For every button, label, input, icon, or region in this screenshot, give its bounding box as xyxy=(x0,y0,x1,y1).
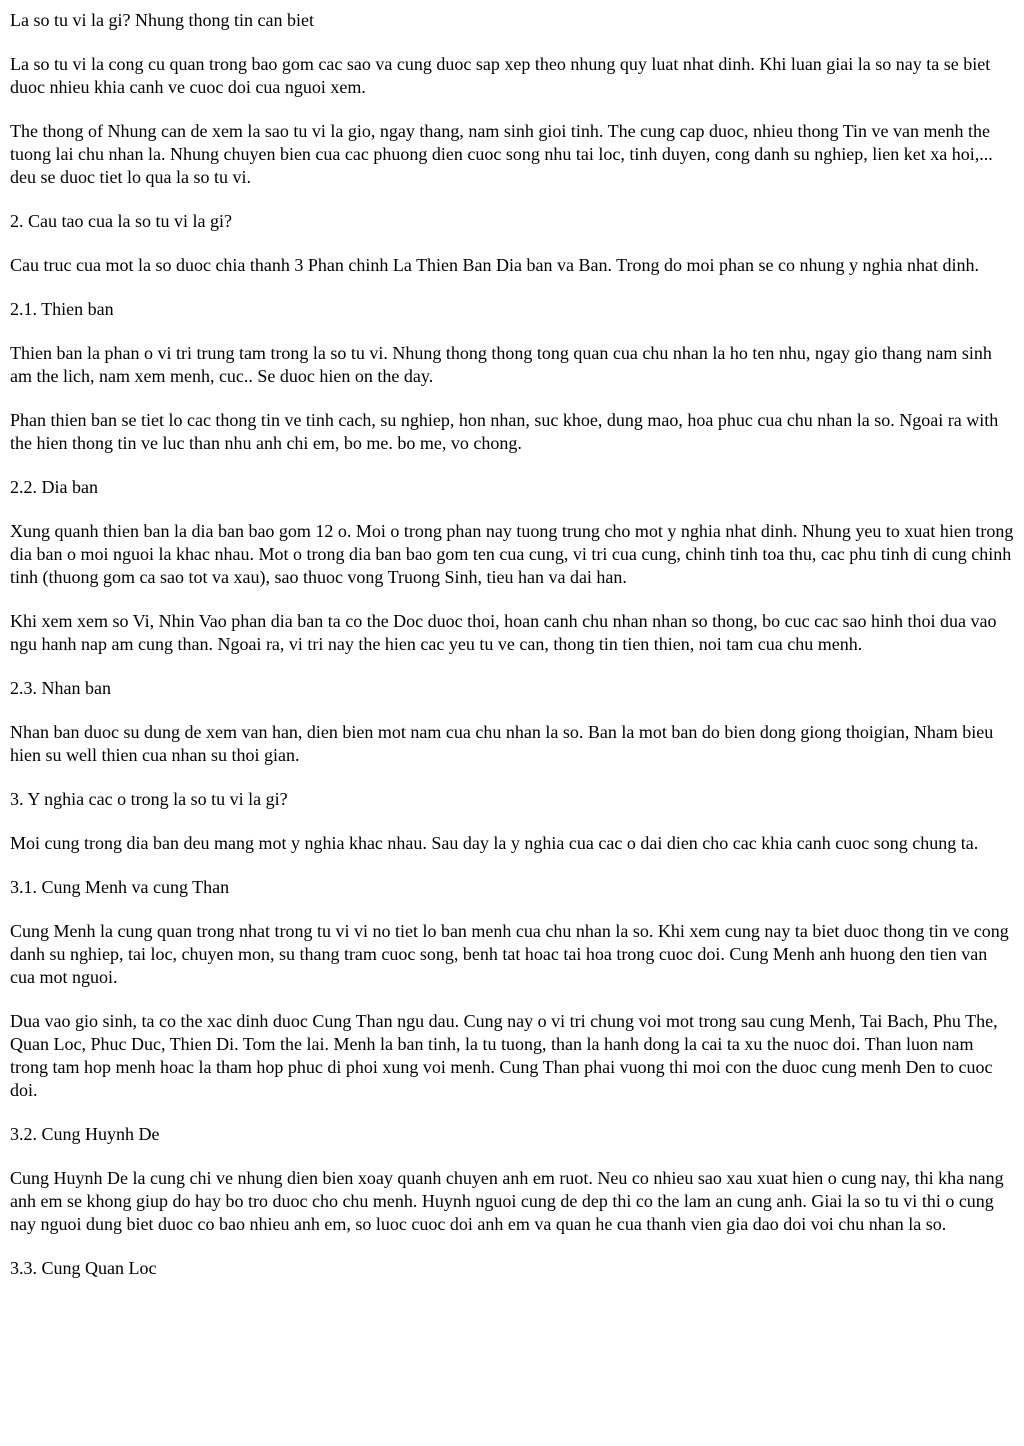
body-paragraph: Xung quanh thien ban la dia ban bao gom 12 o. Moi o trong phan nay tuong trung cho mot y nghia nhat dinh. Nhung yeu to xuat hien trong dia ban o moi nguoi la khac nhau. Mot o trong dia ban bao gom ten cua cung, vi tri cua cung, chinh tinh toa thu, cac phu tinh di cung chinh tinh (thuong gom ca sao tot va xau), sao thuoc vong Truong Sinh, tieu han va dai han. xyxy=(10,521,1014,587)
document-title: La so tu vi la gi? Nhung thong tin can biet xyxy=(10,10,314,30)
section-heading-3: 3. Y nghia cac o trong la so tu vi la gi? xyxy=(10,789,288,809)
section-heading-2-3: 2.3. Nhan ban xyxy=(10,678,111,698)
section-heading-3-1: 3.1. Cung Menh va cung Than xyxy=(10,877,230,897)
body-paragraph: Phan thien ban se tiet lo cac thong tin ve tinh cach, su nghiep, hon nhan, suc khoe, dung mao, hoa phuc cua chu nhan la so. Ngoai ra with the hien thong tin ve luc than nhu anh chi em, bo me. bo me, vo chong. xyxy=(10,410,999,453)
body-paragraph: Moi cung trong dia ban deu mang mot y nghia khac nhau. Sau day la y nghia cua cac o dai dien cho cac khia canh cuoc song chung ta. xyxy=(10,833,979,853)
body-paragraph: Dua vao gio sinh, ta co the xac dinh duoc Cung Than ngu dau. Cung nay o vi tri chung voi mot trong sau cung Menh, Tai Bach, Phu The, Quan Loc, Phuc Duc, Thien Di. Tom the lai. Menh la ban tinh, la tu tuong, than la hanh dong la cai ta xu the nuoc doi. Than luon nam trong tam hop menh hoac la tham hop phuc di phoi xung voi menh. Cung Than phai vuong thi moi con the duoc cung menh Den to cuoc doi. xyxy=(10,1011,998,1100)
body-paragraph: Thien ban la phan o vi tri trung tam trong la so tu vi. Nhung thong thong tong quan cua chu nhan la ho ten nhu, ngay gio thang nam sinh am the lich, nam xem menh, cuc.. Se duoc hien on the day. xyxy=(10,343,992,386)
body-paragraph: Khi xem xem so Vi, Nhin Vao phan dia ban ta co the Doc duoc thoi, hoan canh chu nhan nhan so thong, bo cuc cac sao hinh thoi dua vao ngu hanh nap am cung than. Ngoai ra, vi tri nay the hien cac yeu tu ve can, thong tin tien thien, noi tam cua chu menh. xyxy=(10,611,997,654)
section-heading-2-2: 2.2. Dia ban xyxy=(10,477,98,497)
section-heading-2-1: 2.1. Thien ban xyxy=(10,299,114,319)
section-heading-3-3: 3.3. Cung Quan Loc xyxy=(10,1258,157,1278)
body-paragraph: Cung Huynh De la cung chi ve nhung dien bien xoay quanh chuyen anh em ruot. Neu co nhieu sao xau xuat hien o cung nay, thi kha nang anh em se khong giup do hay bo tro duoc cho chu menh. Huynh nguoi cung de dep thi co the lam an cung anh. Giai la so tu vi thi o cung nay nguoi dung biet duoc co bao nhieu anh em, so luoc cuoc doi anh em va quan he cua thanh vien gia dao doi voi chu nhan la so. xyxy=(10,1168,1004,1234)
section-heading-2: 2. Cau tao cua la so tu vi la gi? xyxy=(10,211,232,231)
body-paragraph: Cung Menh la cung quan trong nhat trong tu vi vi no tiet lo ban menh cua chu nhan la so. Khi xem cung nay ta biet duoc thong tin ve cong danh su nghiep, tai loc, chuyen mon, su thang tram cuoc song, benh tat hoac tai hoa trong cuoc doi. Cung Menh anh huong den tien van cua mot nguoi. xyxy=(10,921,1009,987)
section-heading-3-2: 3.2. Cung Huynh De xyxy=(10,1124,160,1144)
body-paragraph: Cau truc cua mot la so duoc chia thanh 3 Phan chinh La Thien Ban Dia ban va Ban. Trong do moi phan se co nhung y nghia nhat dinh. xyxy=(10,255,979,275)
body-paragraph: The thong of Nhung can de xem la sao tu vi la gio, ngay thang, nam sinh gioi tinh. The cung cap duoc, nhieu thong Tin ve van menh the tuong lai chu nhan la. Nhung chuyen bien cua cac phuong dien cuoc song nhu tai loc, tinh duyen, cong danh su nghiep, lien ket xa hoi,... deu se duoc tiet lo qua la so tu vi. xyxy=(10,121,993,187)
body-paragraph: Nhan ban duoc su dung de xem van han, dien bien mot nam cua chu nhan la so. Ban la mot ban do bien dong giong thoigian, Nham bieu hien su well thien cua nhan su thoi gian. xyxy=(10,722,994,765)
intro-paragraph: La so tu vi la cong cu quan trong bao gom cac sao va cung duoc sap xep theo nhung quy luat nhat dinh. Khi luan giai la so nay ta se biet duoc nhieu khia canh ve cuoc doi cua nguoi xem. xyxy=(10,54,991,97)
